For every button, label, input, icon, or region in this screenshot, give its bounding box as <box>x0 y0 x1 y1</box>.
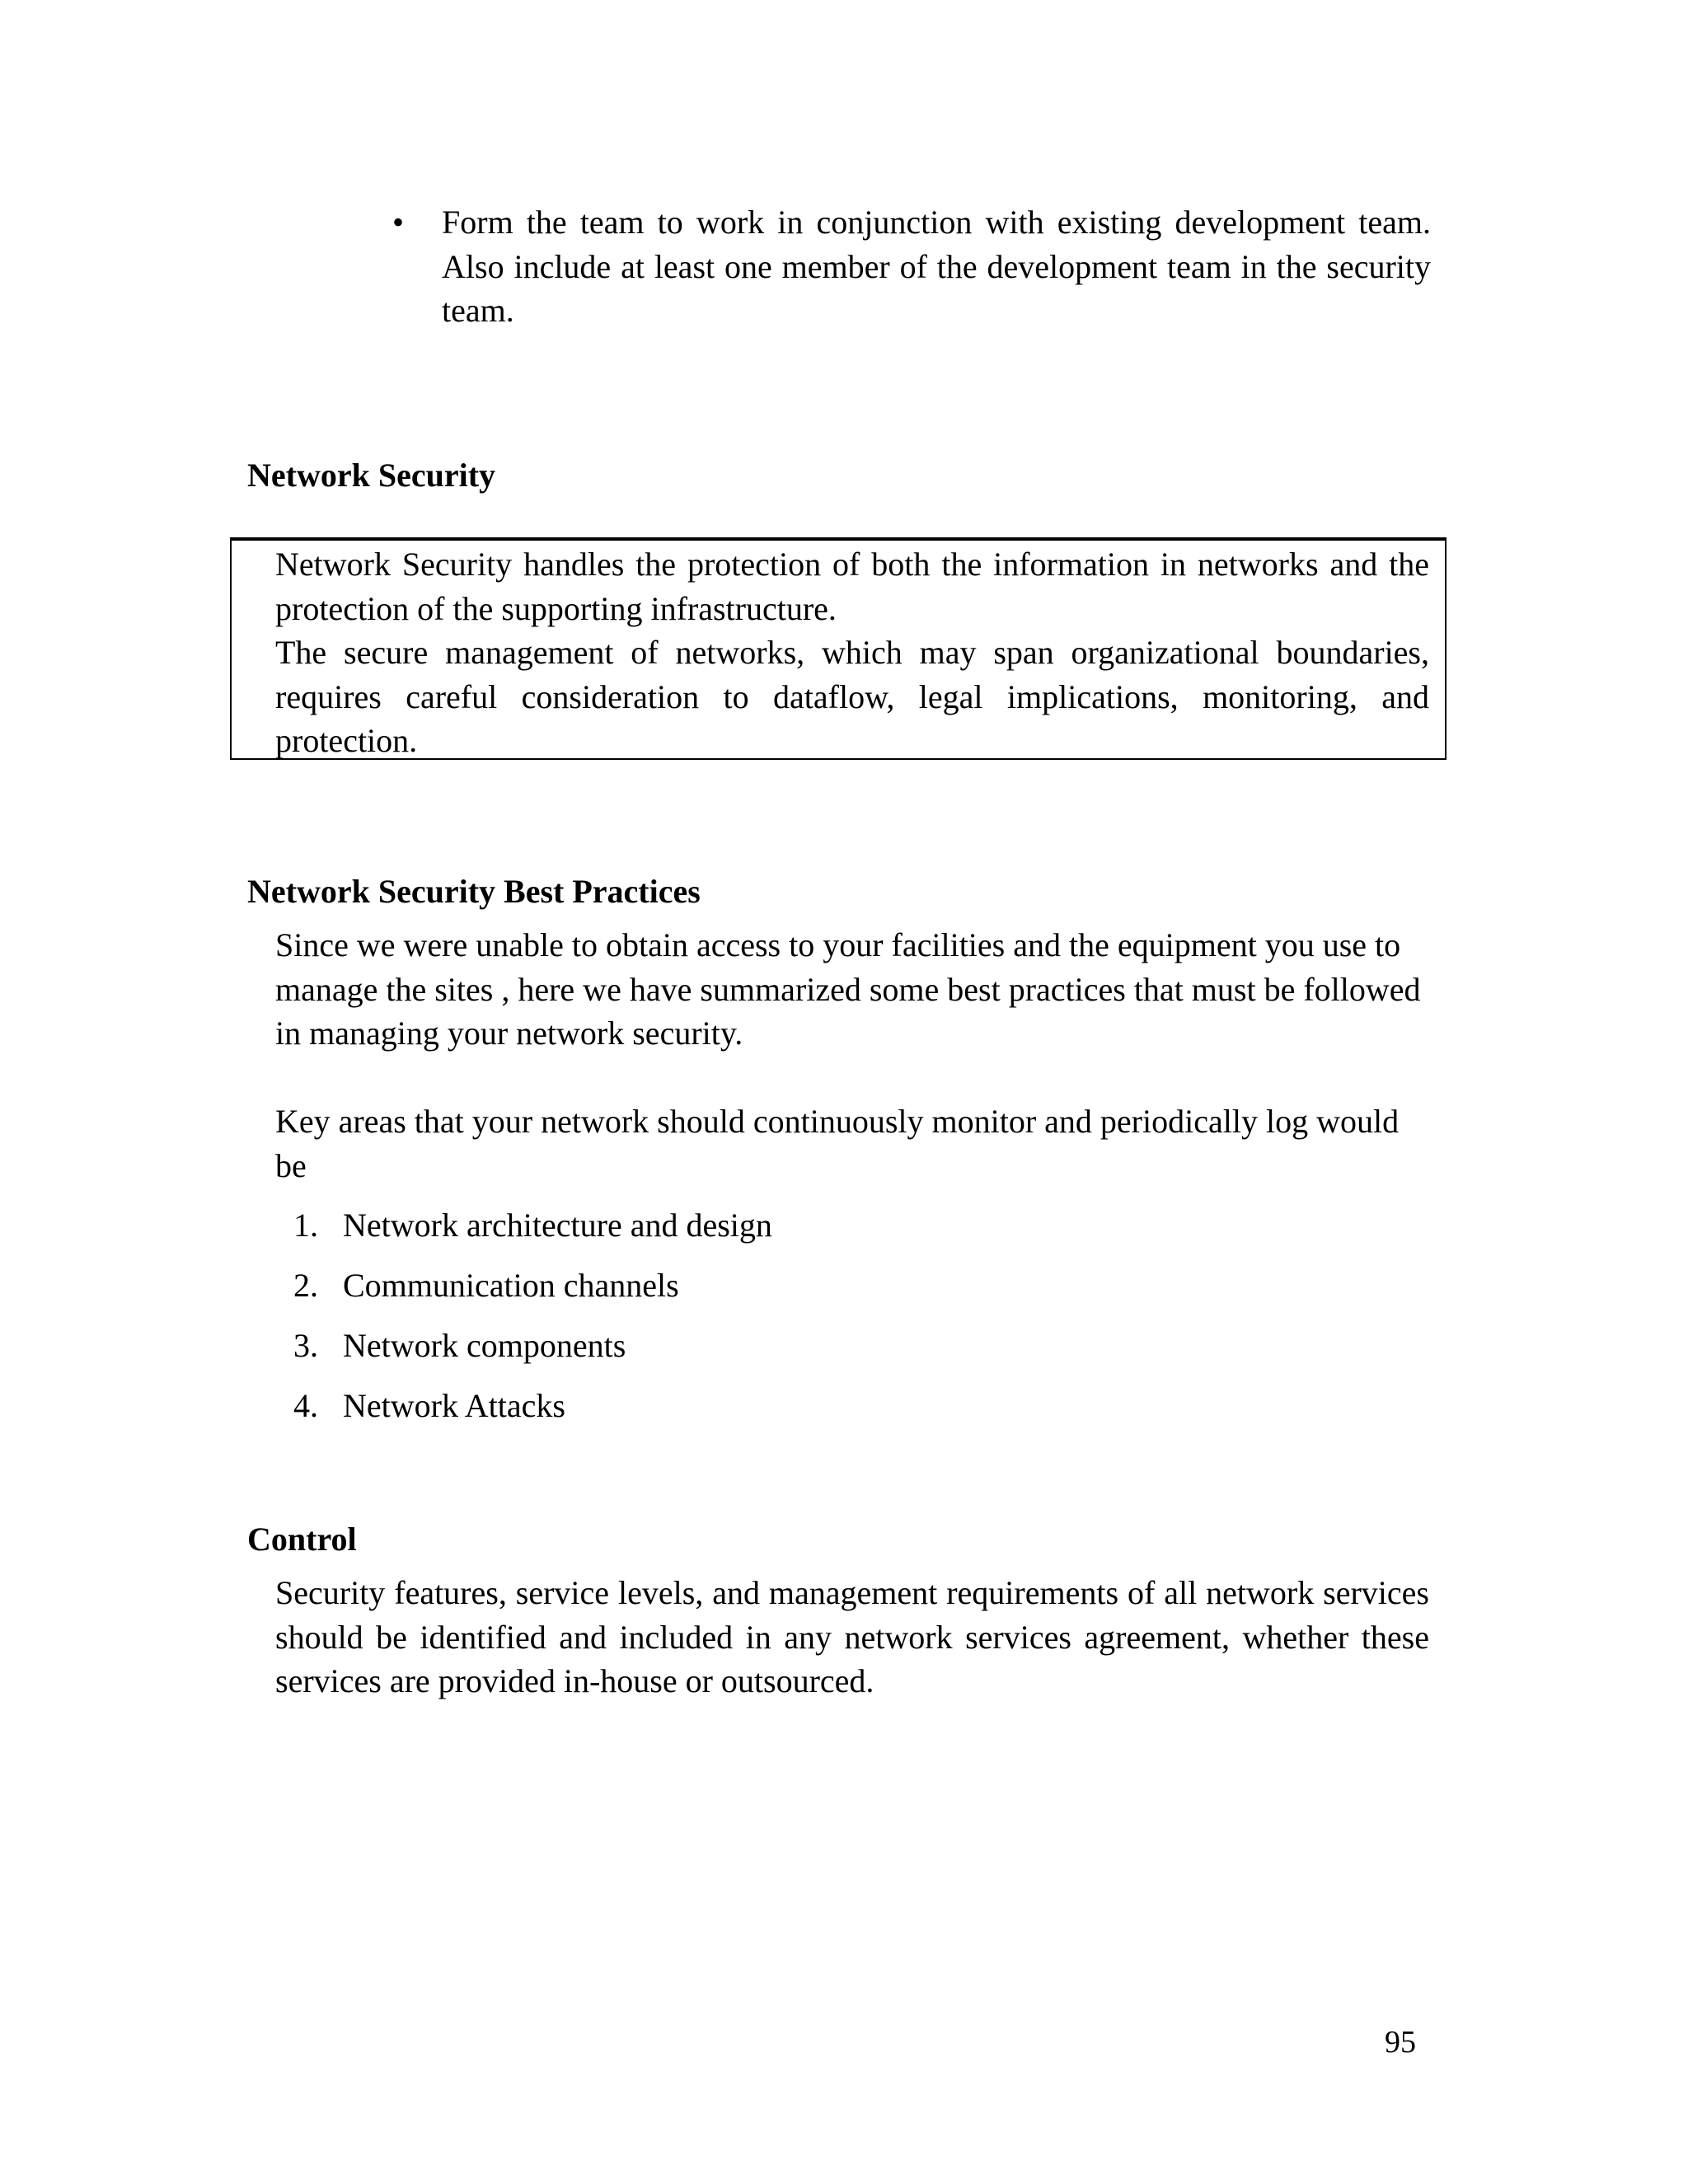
heading-network-security: Network Security <box>247 457 496 494</box>
heading-control: Control <box>247 1521 357 1558</box>
list-item-label: Communication channels <box>343 1267 679 1304</box>
definition-paragraph-1: Network Security handles the protection of both the information in networks and the protection of the supporting infrastructure. <box>275 546 1429 627</box>
best-practices-intro: Since we were unable to obtain access to your facilities and the equipment you use to manage the sites , here we have summarized some best practices that must be followed in managing your network security. <box>275 926 1421 1052</box>
definition-box-text <box>275 542 1429 763</box>
list-item-number: 4. <box>293 1387 318 1424</box>
control-text: Security features, service levels, and management requirements of all network services should be identified and included in any network services agreement, whether these services are provided in-house or outsourced. <box>275 1574 1429 1699</box>
bullet-icon: • <box>392 204 405 241</box>
key-areas-list <box>275 1203 1429 1444</box>
list-item-number: 3. <box>293 1327 318 1364</box>
list-item <box>275 1263 1429 1324</box>
list-item <box>275 1203 1429 1263</box>
list-item-number: 1. <box>293 1207 318 1244</box>
list-item-number: 2. <box>293 1267 318 1304</box>
list-item <box>275 1324 1429 1384</box>
list-item-label: Network architecture and design <box>343 1207 772 1244</box>
bullet-item <box>392 200 1431 333</box>
list-item-label: Network components <box>343 1327 626 1364</box>
heading-best-practices: Network Security Best Practices <box>247 873 701 910</box>
list-item-label: Network Attacks <box>343 1387 565 1424</box>
page-number: 95 <box>1385 2025 1416 2060</box>
list-item <box>275 1384 1429 1444</box>
key-areas-text: Key areas that your network should continuously monitor and periodically log would be <box>275 1103 1400 1184</box>
bullet-text: Form the team to work in conjunction with existing development team. Also include at least one member of the development team in the security team. <box>442 204 1431 329</box>
definition-paragraph-2: The secure management of networks, which may span organizational boundaries, requires careful consideration to dataflow, legal implications, monitoring, and protection. <box>275 634 1429 759</box>
